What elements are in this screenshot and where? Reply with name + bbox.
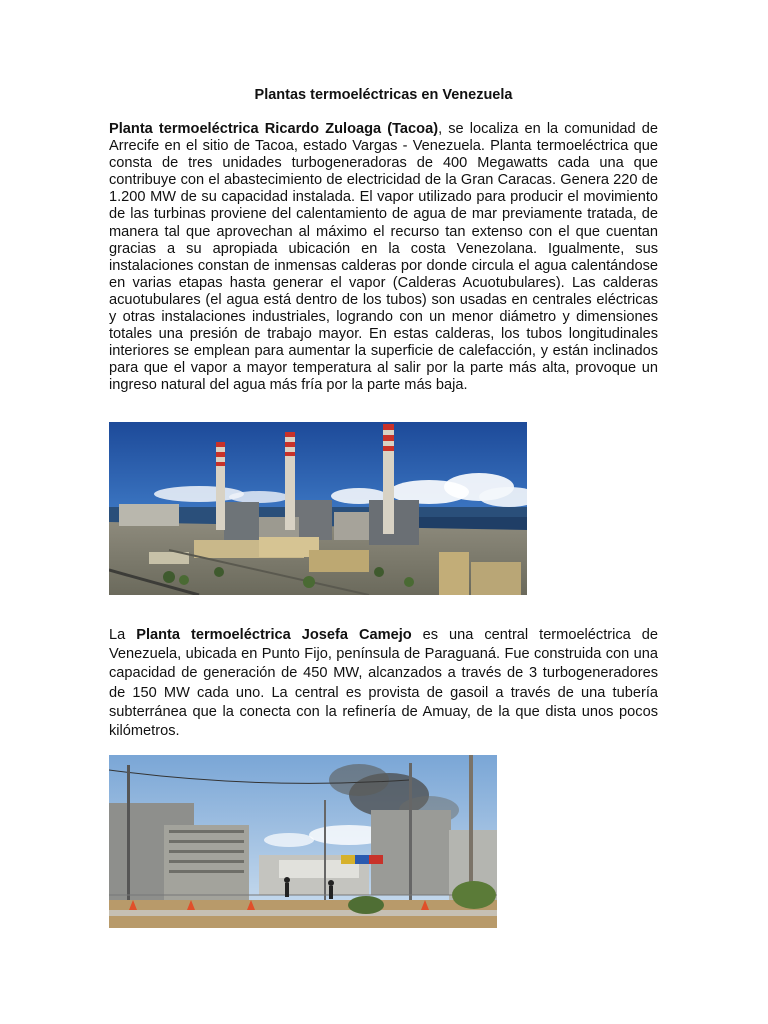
camejo-plant-name: Planta termoeléctrica Josefa Camejo	[136, 627, 412, 643]
tacoa-plant-photo	[109, 422, 527, 595]
camejo-prefix: La	[109, 627, 137, 643]
document-title: Plantas termoeléctricas en Venezuela	[254, 87, 513, 103]
tacoa-plant-name: Planta termoeléctrica Ricardo Zuloaga (Tacoa)	[109, 121, 439, 137]
camejo-description: es una central termoeléctrica de Venezuela, ubicada en Punto Fijo, península de Paraguaná. Fue construida con una capacidad de generación de 450 MW, alcanzados a través de 3 turbogeneradores de 150 MW cada uno. La central es provista de gasoil a través de una tubería subterránea que la conecta con la refinería de Amuay, de la que dista unos pocos kilómetros.	[109, 627, 658, 740]
paragraph-tacoa	[109, 121, 658, 395]
paragraph-josefa-camejo	[109, 626, 658, 741]
josefa-camejo-plant-photo	[109, 755, 497, 928]
tacoa-description: , se localiza en la comunidad de Arrecife en el sitio de Tacoa, estado Vargas - Venezuela. Planta termoeléctrica que consta de tres unidades turbogeneradoras de 400 Megawatts cada una que contribuye con el abastecimiento de electricidad de la Gran Caracas. Genera 220 de 1.200 MW de su capacidad instalada. El vapor utilizado para producir el movimiento de las turbinas proviene del calentamiento de agua de mar previamente tratada, de manera tal que aprovechan al máximo el recurso tan extenso con el que cuentan gracias a su apropiada ubicación en la costa Venezolana. Igualmente, sus instalaciones constan de inmensas calderas por donde circula el agua calentándose en varias etapas hasta generar el vapor (Calderas Acuotubulares). Las calderas acuotubulares (el agua está dentro de los tubos) son usadas en centrales eléctricas y otras instalaciones industriales, logrando con un menor diámetro y dimensiones totales una presión de trabajo mayor. En estas calderas, los tubos longitudinales interiores se emplean para aumentar la superficie de calefacción, y están inclinados para que el vapor a mayor temperatura al salir por la parte más alta, provoque un ingreso natural del agua más fría por la parte más baja.	[109, 121, 658, 394]
